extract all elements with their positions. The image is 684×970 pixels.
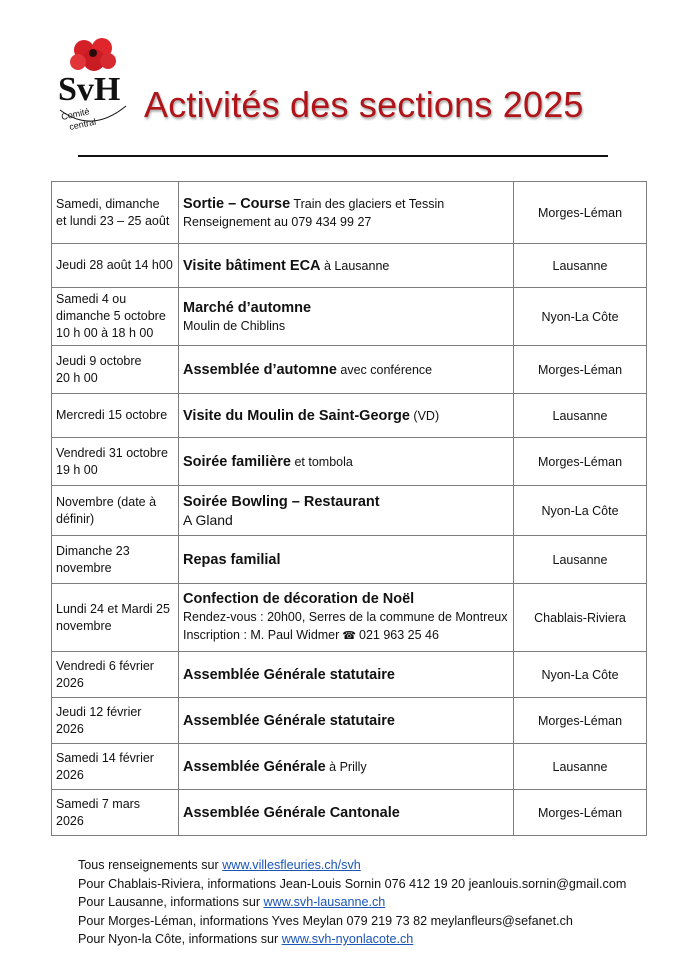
activity-date	[52, 438, 179, 486]
date-line: Samedi 7 mars	[56, 796, 141, 811]
activity-extra: et tombola	[291, 454, 353, 469]
svh-logo	[52, 34, 132, 134]
activity-title: Visite du Moulin de Saint-George	[183, 407, 410, 424]
date-line: Vendredi 6 février	[56, 658, 154, 673]
date-line: Jeudi 28 août 14 h00	[56, 258, 173, 272]
logo-main-text: SvH	[58, 71, 121, 108]
footer-info	[78, 856, 626, 949]
activity-section: Nyon-La Côte	[514, 486, 647, 536]
date-line: Lundi 24 et Mardi 25	[56, 601, 170, 616]
table-row	[52, 584, 647, 652]
activity-description	[179, 394, 514, 438]
activity-date	[52, 486, 179, 536]
activity-date	[52, 288, 179, 346]
date-line: 20 h 00	[56, 370, 98, 385]
date-line: Jeudi 12 février	[56, 704, 142, 719]
activity-extra: à Prilly	[325, 759, 367, 774]
table-row	[52, 438, 647, 486]
activity-extra: Train des glaciers et Tessin	[290, 196, 445, 211]
date-line: novembre	[56, 618, 112, 633]
activity-date	[52, 394, 179, 438]
activity-description	[179, 438, 514, 486]
logo-sub-text-2: central	[68, 116, 97, 132]
contact-phone: 021 963 25 46	[359, 628, 439, 642]
activity-date	[52, 182, 179, 244]
date-line: 10 h 00 à 18 h 00	[56, 326, 154, 340]
activity-date	[52, 790, 179, 836]
footer-line	[78, 912, 626, 931]
activity-title: Assemblée Générale statutaire	[183, 712, 395, 729]
activity-title: Sortie – Course	[183, 195, 291, 212]
activity-title: Soirée Bowling – Restaurant	[183, 493, 380, 510]
activity-title: Assemblée Générale Cantonale	[183, 804, 400, 821]
activity-section: Nyon-La Côte	[514, 652, 647, 698]
activity-section: Morges-Léman	[514, 698, 647, 744]
date-line: définir)	[56, 511, 95, 526]
table-row	[52, 652, 647, 698]
activity-description	[179, 536, 514, 584]
footer-line	[78, 875, 626, 894]
activity-extra: avec conférence	[336, 362, 433, 377]
footer-link[interactable]: www.svh-nyonlacote.ch	[281, 932, 414, 946]
activity-title: Marché d’automne	[183, 299, 312, 316]
activity-section: Morges-Léman	[514, 438, 647, 486]
footer-text: Pour Nyon-la Côte, informations sur	[78, 932, 282, 946]
activities-table	[51, 181, 647, 836]
activity-title: Visite bâtiment ECA	[183, 257, 321, 274]
activity-date	[52, 652, 179, 698]
date-line: Samedi 4 ou	[56, 292, 127, 306]
footer-text: Pour Morges-Léman, informations Yves Meylan 079 219 73 82 meylanfleurs@sefanet.ch	[78, 913, 573, 928]
activity-title: Assemblée Générale statutaire	[183, 666, 395, 683]
page-title: Activités des sections 2025	[144, 84, 584, 125]
activity-section: Lausanne	[514, 244, 647, 288]
footer-line	[78, 930, 626, 949]
activity-title: Repas familial	[183, 551, 281, 568]
activity-description	[179, 486, 514, 536]
table-row	[52, 790, 647, 836]
activity-description	[179, 584, 514, 652]
activity-extra: à Lausanne	[320, 258, 390, 273]
activity-section: Morges-Léman	[514, 790, 647, 836]
activity-contact	[183, 626, 509, 645]
date-line: dimanche 5 octobre	[56, 309, 166, 323]
date-line: 19 h 00	[56, 462, 98, 477]
activity-section: Nyon-La Côte	[514, 288, 647, 346]
activity-title: Assemblée d’automne	[183, 361, 337, 378]
activity-section: Lausanne	[514, 394, 647, 438]
activity-description	[179, 652, 514, 698]
date-line: Samedi 14 février	[56, 750, 154, 765]
activity-date	[52, 744, 179, 790]
activity-detail: Moulin de Chiblins	[183, 318, 286, 333]
table-row	[52, 744, 647, 790]
footer-text: Pour Lausanne, informations sur	[78, 895, 264, 909]
table-row	[52, 698, 647, 744]
activity-section: Morges-Léman	[514, 346, 647, 394]
activity-description	[179, 182, 514, 244]
activity-description	[179, 288, 514, 346]
date-line: Samedi, dimanche	[56, 196, 160, 211]
activity-detail: A Gland	[183, 511, 233, 528]
activity-section: Lausanne	[514, 536, 647, 584]
activity-detail: Renseignement au 079 434 99 27	[183, 214, 372, 229]
date-line: novembre	[56, 560, 112, 575]
activity-section: Lausanne	[514, 744, 647, 790]
table-row	[52, 394, 647, 438]
date-line: Jeudi 9 octobre	[56, 353, 142, 368]
table-row	[52, 244, 647, 288]
date-line: Dimanche 23	[56, 543, 130, 558]
activity-section: Chablais-Riviera	[514, 584, 647, 652]
title-divider	[78, 155, 608, 157]
date-line: et lundi 23 – 25 août	[56, 213, 170, 228]
footer-link[interactable]: www.villesfleuries.ch/svh	[222, 858, 361, 872]
date-line: 2026	[56, 721, 84, 736]
table-row	[52, 288, 647, 346]
activity-date	[52, 698, 179, 744]
date-line: 2026	[56, 813, 84, 828]
activity-extra: (VD)	[409, 408, 440, 423]
table-row	[52, 536, 647, 584]
contact-label: Inscription : M. Paul Widmer	[183, 628, 340, 642]
activity-detail: Rendez-vous : 20h00, Serres de la commune de Montreux	[183, 610, 508, 624]
footer-link[interactable]: www.svh-lausanne.ch	[263, 895, 386, 909]
table-row	[52, 346, 647, 394]
activity-date	[52, 584, 179, 652]
activity-date	[52, 536, 179, 584]
activity-description	[179, 698, 514, 744]
date-line: Vendredi 31 octobre	[56, 445, 168, 460]
activity-title: Assemblée Générale	[183, 758, 326, 775]
footer-text: Tous renseignements sur	[78, 858, 223, 872]
date-line: Novembre (date à	[56, 494, 157, 509]
date-line: Mercredi 15 octobre	[56, 408, 168, 422]
activity-description	[179, 244, 514, 288]
date-line: 2026	[56, 767, 84, 782]
table-row	[52, 182, 647, 244]
table-row	[52, 486, 647, 536]
activity-description	[179, 790, 514, 836]
activity-date	[52, 346, 179, 394]
footer-line	[78, 856, 626, 875]
activity-date	[52, 244, 179, 288]
date-line: 2026	[56, 675, 84, 690]
activity-section: Morges-Léman	[514, 182, 647, 244]
footer-text: Pour Chablais-Riviera, informations Jean-Louis Sornin 076 412 19 20 jeanlouis.sornin@gmail.com	[78, 876, 627, 891]
activity-description	[179, 744, 514, 790]
activity-description	[179, 346, 514, 394]
activity-title: Confection de décoration de Noël	[183, 591, 415, 607]
poppy-flower-icon	[70, 38, 116, 71]
footer-line	[78, 893, 626, 912]
phone-icon: ☎	[342, 630, 356, 642]
logo-sub-text-1: Comité	[60, 106, 91, 122]
activity-title: Soirée familière	[183, 453, 291, 470]
